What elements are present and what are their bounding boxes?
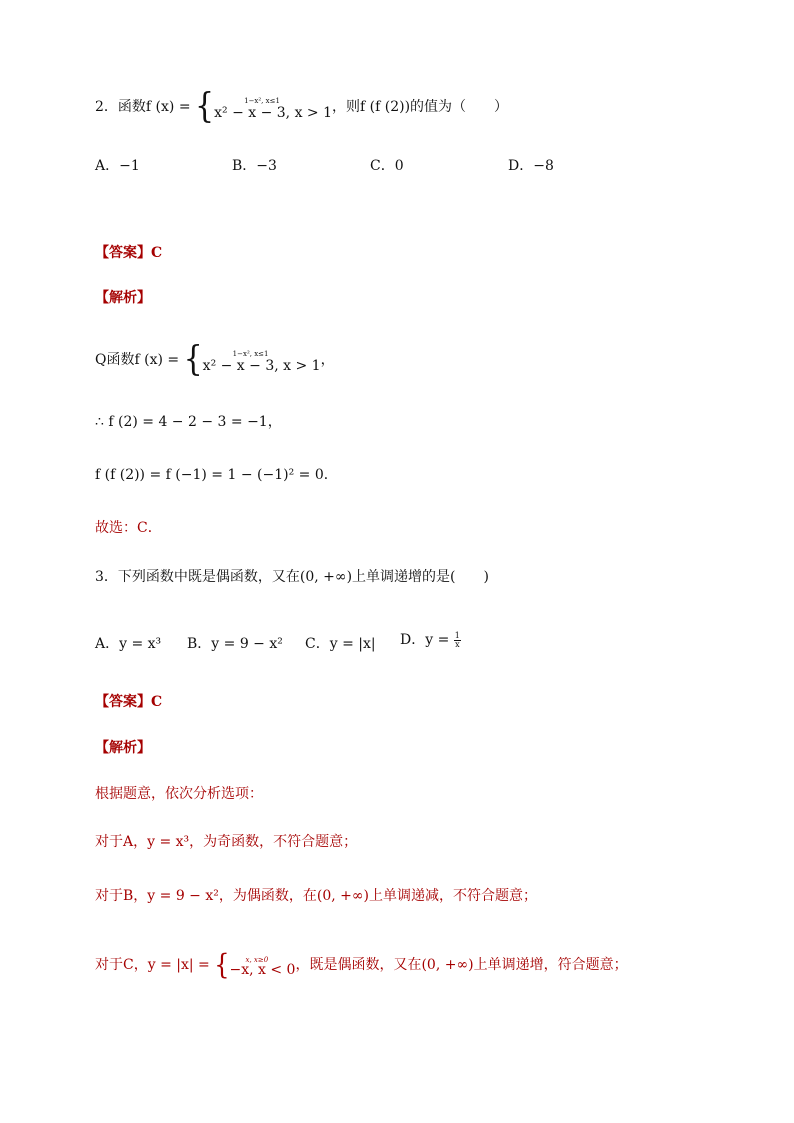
q2-stem [95,86,509,127]
opt-d-prefix: D．y = [400,632,450,648]
q3-option-a: A．y = x³ [95,636,162,652]
answer-value: C [151,245,163,261]
q2-fx: f (x) = [145,99,191,115]
q2-case1: 1−x², x≤1 [244,97,280,105]
step1-piecewise [203,348,321,372]
brace: { [214,948,230,982]
step1-fx: f (x) = [134,352,180,368]
q2-option-c: C．0 [370,158,404,174]
q3-analysis-label: 【解析】 [95,740,151,756]
answer-value: C [151,694,163,710]
q3-option-d [400,629,461,649]
fraction-denominator: x [455,639,460,649]
fraction-numerator: 1 [454,630,460,640]
q2-option-b: B．−3 [232,158,277,174]
q2-option-d: D．−8 [508,158,554,174]
line-c-case2: −x, x < 0 [229,962,296,978]
q2-suffix: ，则f (f (2))的值为（ ） [332,99,509,115]
line-c-case1: x, x≥0 [245,956,269,964]
q3-option-b: B．y = 9 − x² [187,636,283,652]
q3-line-b: 对于B，y = 9 − x²，为偶函数，在(0, +∞)上单调递减，不符合题意； [95,888,537,904]
line-c-suffix: ，既是偶函数，又在(0, +∞)上单调递增，符合题意； [295,957,628,973]
q3-line-a: 对于A，y = x³，为奇函数，不符合题意； [95,834,358,850]
q3-option-c: C．y = |x| [305,636,376,652]
q2-step3: f (f (2)) = f (−1) = 1 − (−1)² = 0． [95,467,338,483]
q2-step2: ∴ f (2) = 4 − 2 − 3 = −1， [95,414,282,430]
step1-suffix: ， [320,352,335,368]
q3-stem: 3．下列函数中既是偶函数，又在(0, +∞)上单调递增的是( ) [95,569,489,585]
q3-intro: 根据题意，依次分析选项： [95,786,263,802]
q2-conclusion: 故选：C． [95,520,162,536]
line-c-prefix: 对于C，y = |x| = [95,957,210,973]
q2-piecewise [214,95,332,119]
step1-case1: 1−x², x≤1 [232,350,269,358]
q2-prefix: 2．函数 [95,99,146,115]
q2-answer [95,243,162,263]
fraction [454,632,461,649]
answer-label: 【答案】 [95,694,151,710]
brace: { [195,86,215,127]
q3-answer [95,692,162,712]
brace: { [183,339,203,380]
answer-label: 【答案】 [95,245,151,261]
q2-case2: x² − x − 3, x > 1 [214,105,333,121]
q2-step1 [95,339,335,380]
step1-case2: x² − x − 3, x > 1 [202,358,321,374]
line-c-piecewise [229,955,296,978]
q2-analysis-label: 【解析】 [95,290,151,306]
q2-option-a: A．−1 [95,158,140,174]
step1-prefix: Q函数 [95,352,135,368]
q3-line-c [95,950,628,980]
